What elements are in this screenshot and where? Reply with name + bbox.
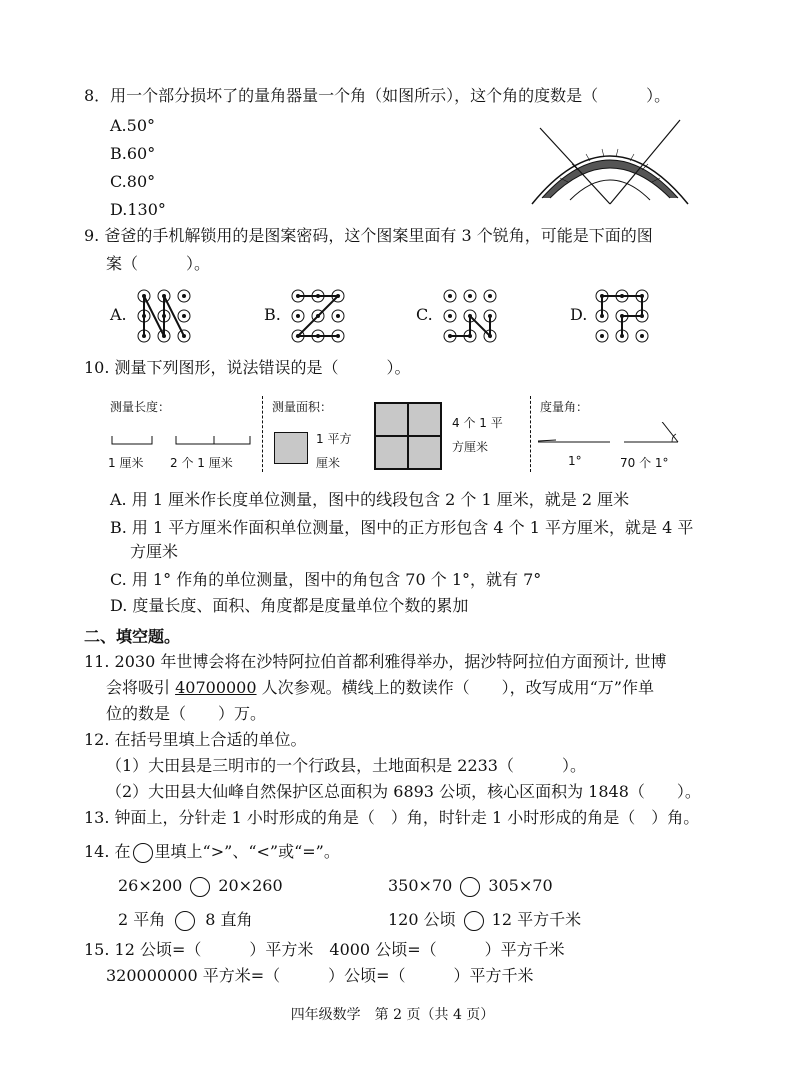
q8-stem: 8．用一个部分损坏了的量角器量一个角（如图所示），这个角的度数是（ ）。 [84, 86, 671, 105]
q9-stem-line1: 9. 爸爸的手机解锁用的是图案密码，这个图案里面有 3 个锐角，可能是下面的图 [84, 226, 653, 245]
q12-item-2: （2）大田县大仙峰自然保护区总面积为 6893 公顷，核心区面积为 1848（ ）。 [106, 782, 701, 801]
q10-stem: 10. 测量下列图形，说法错误的是（ ）。 [84, 358, 411, 377]
q9-option-b-label: B. [264, 305, 281, 324]
q14-pair-3-right: 8 直角 [205, 910, 253, 929]
q14-pair-2 [388, 876, 553, 897]
length-label-2: 2 个 1 厘米 [170, 456, 233, 470]
q10-option-b: B. 用 1 平方厘米作面积单位测量，图中的正方形包含 4 个 1 平方厘米，就是 4 平 [110, 518, 694, 537]
q9-option-a-label: A. [110, 305, 127, 324]
q13-stem: 13. 钟面上，分针走 1 小时形成的角是（ ）角，时针走 1 小时形成的角是（ ）角。 [84, 808, 700, 827]
q11-line1: 11. 2030 年世博会将在沙特阿拉伯首都利雅得举办，据沙特阿拉伯方面预计, 世博 [84, 652, 667, 671]
section-2-heading: 二、填空题。 [84, 627, 181, 646]
length-segments [110, 434, 260, 446]
q11-line2-pre: 会将吸引 [106, 678, 176, 697]
area-label-2b: 方厘米 [452, 440, 489, 454]
q14-stem-post: 里填上“>”、“<”或“=”。 [154, 842, 340, 861]
q14-pair-2-right: 305×70 [488, 876, 553, 895]
area-label-1a: 1 平方 [316, 432, 352, 446]
q14-pair-4-left: 120 公顷 [388, 910, 456, 929]
compare-circle-icon [175, 911, 195, 931]
unit-square [274, 432, 308, 464]
pattern-grid-c [440, 288, 500, 344]
angle-label-1: 1° [568, 454, 582, 468]
q10-figure [100, 392, 690, 474]
pattern-grid-a [134, 288, 194, 344]
page-footer: 四年级数学 第 2 页（共 4 页） [290, 1007, 495, 1023]
q8-option-c: C.80° [110, 172, 156, 191]
q14-stem [84, 842, 340, 863]
q9-option-c-label: C. [416, 305, 433, 324]
separator-2 [530, 396, 531, 472]
panel-length-title: 测量长度： [110, 400, 171, 414]
q9-option-d-label: D. [570, 305, 588, 324]
q8-option-a: A.50° [110, 116, 155, 135]
q12-stem: 12. 在括号里填上合适的单位。 [84, 730, 307, 749]
angle-label-2: 70 个 1° [620, 456, 669, 470]
pattern-grid-d [592, 288, 652, 344]
q14-pair-1-right: 20×260 [218, 876, 283, 895]
separator-1 [262, 396, 263, 472]
angle-figures [536, 422, 686, 446]
q14-stem-pre: 14. 在 [84, 842, 131, 861]
q15-line2: 320000000 平方米=（ ）公顷=（ ）平方千米 [106, 966, 534, 985]
q10-option-a: A. 用 1 厘米作长度单位测量，图中的线段包含 2 个 1 厘米，就是 2 厘米 [110, 490, 630, 509]
q11-line2 [106, 678, 654, 698]
q8-option-b: B.60° [110, 144, 156, 163]
q14-pair-1 [118, 876, 283, 897]
four-square-grid [374, 402, 442, 470]
pattern-grid-b [288, 288, 348, 344]
compare-circle-icon [464, 911, 484, 931]
q14-pair-3 [118, 910, 253, 931]
q12-item-1: （1）大田县是三明市的一个行政县，土地面积是 2233（ ）。 [106, 756, 586, 775]
compare-circle-icon [460, 877, 480, 897]
q10-option-d: D. 度量长度、面积、角度都是度量单位个数的累加 [110, 596, 469, 615]
answer-circle-icon [133, 843, 153, 863]
q14-pair-3-left: 2 平角 [118, 910, 166, 929]
panel-area-title: 测量面积： [272, 400, 333, 414]
q11-number: 40700000 [175, 678, 257, 697]
q10-option-c: C. 用 1° 作角的单位测量，图中的角包含 70 个 1°，就有 7° [110, 570, 542, 589]
q14-pair-1-left: 26×200 [118, 876, 183, 895]
q11-line3: 位的数是（ ）万。 [106, 704, 267, 723]
q9-stem-line2: 案（ ）。 [106, 254, 211, 273]
broken-protractor-figure [520, 118, 700, 208]
q11-line2-post: 人次参观。横线上的数读作（ ），改写成用“万”作单 [256, 678, 654, 697]
q15-line1: 15. 12 公顷=（ ）平方米 4000 公顷=（ ）平方千米 [84, 940, 565, 959]
compare-circle-icon [190, 877, 210, 897]
panel-angle-title: 度量角： [540, 400, 589, 414]
q14-pair-2-left: 350×70 [388, 876, 453, 895]
area-label-2a: 4 个 1 平 [452, 416, 503, 430]
length-label-1: 1 厘米 [108, 456, 144, 470]
q8-option-d: D.130° [110, 200, 166, 219]
area-label-1b: 厘米 [316, 456, 341, 470]
q14-pair-4-right: 12 平方千米 [491, 910, 582, 929]
q14-pair-4 [388, 910, 581, 931]
q10-option-b-cont: 方厘米 [130, 542, 179, 561]
